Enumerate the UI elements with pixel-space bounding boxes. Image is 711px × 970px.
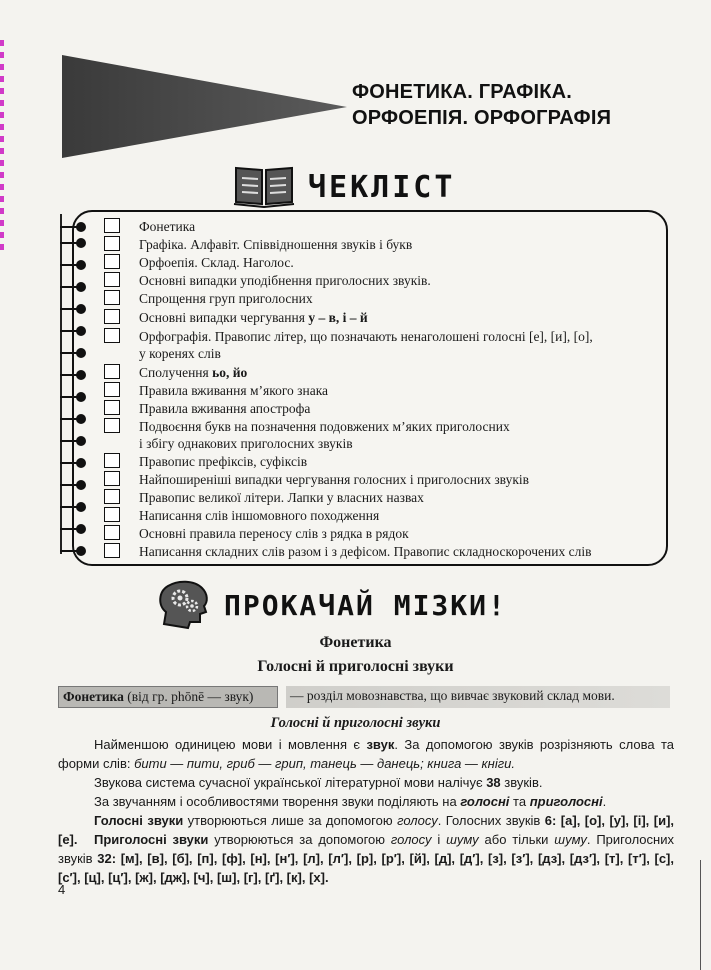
binder-ring — [56, 434, 94, 448]
binder-ring-hole — [76, 222, 86, 232]
checklist-item-text — [139, 418, 644, 452]
checkbox[interactable] — [104, 309, 120, 324]
paragraph-1 — [58, 735, 674, 773]
paragraph-5 — [58, 830, 674, 887]
text-italic: бити — пити, гриб — грип, танець — данець; книга — кніги. — [134, 756, 515, 771]
definition-text: — розділ мовознавства, що вивчає звуковий склад мови. — [286, 686, 670, 708]
definition-term: Фонетика — [63, 689, 124, 704]
checklist-item-bold: ьо, йо — [212, 365, 248, 380]
text-bold: Голосні звуки — [94, 813, 184, 828]
checkbox[interactable] — [104, 400, 120, 415]
text-bold: звук — [366, 737, 395, 752]
checkbox[interactable] — [104, 543, 120, 558]
checklist-item-label: Сполучення — [139, 365, 213, 380]
paragraph-2 — [58, 773, 674, 792]
checkbox[interactable] — [104, 507, 120, 522]
checklist-item-text — [139, 364, 644, 381]
checklist-item-label-line2: у коренях слів — [139, 346, 221, 361]
binder-ring — [56, 390, 94, 404]
text-bold: 6 — [544, 813, 553, 828]
checklist-item-label: Фонетика — [139, 219, 196, 234]
section-subtitle: Голосні й приголосні звуки — [257, 658, 454, 675]
text-span: . За допомогою звуків розрізняють слова та форми слів: — [58, 737, 675, 771]
section-title: Фонетика — [319, 634, 392, 651]
header-triangle — [62, 55, 347, 158]
checkbox[interactable] — [104, 254, 120, 269]
checklist-item-label: Правила вживання м’якого знака — [139, 383, 329, 398]
binder-ring-hole — [76, 524, 86, 534]
checklist-item-text — [139, 309, 644, 326]
binder-ring-hole — [76, 392, 86, 402]
text-span: і — [431, 832, 447, 847]
body-subhead: Голосні й приголосні звуки — [270, 715, 441, 731]
checklist-item-label: Графіка. Алфавіт. Співвідношення звуків і букв — [139, 237, 413, 252]
text-bold-italic: приголосні — [529, 794, 603, 809]
book-icon — [232, 160, 296, 208]
binder-ring — [56, 324, 94, 338]
text-span: За звучанням і особливостями творення звуки поділяють на — [94, 794, 461, 809]
brain-gears-icon — [154, 578, 212, 630]
checklist-heading: ЧЕКЛІСТ — [308, 170, 456, 205]
binder-ring-hole — [76, 458, 86, 468]
binder-ring — [56, 220, 94, 234]
brain-heading: ПРОКАЧАЙ МІЗКИ! — [224, 589, 507, 622]
text-span: . Голосних звуків — [437, 813, 545, 828]
checkbox[interactable] — [104, 453, 120, 468]
definition-term-box — [58, 686, 278, 708]
text-bold: : [м], [в], [б], [п], [ф], [н], [н′], [л], [л′], [р], [р′], [й], [д], [д′], [з], [з′], [дз], [дз′], [т], [т′], [с], [с′], [ц], [ц′], [ж], [дж], [ч], [ш], [г], [ґ], [к], [х]. — [58, 851, 674, 885]
title-line-1: ФОНЕТИКА. ГРАФІКА. — [352, 81, 573, 103]
text-span: або тільки — [478, 832, 555, 847]
text-italic: голосу — [397, 813, 438, 828]
checklist-item-bold: у – в, і – й — [308, 310, 368, 325]
binder-ring — [56, 302, 94, 316]
checklist-item-label: Основні випадки уподібнення приголосних звуків. — [139, 273, 431, 288]
paragraph-3 — [58, 792, 674, 811]
checklist-item-label: Спрощення груп приголосних — [139, 291, 313, 306]
text-span: Звукова система сучасної української літературної мови налічує — [94, 775, 487, 790]
checklist-item-label: Написання складних слів разом і з дефісом. Правопис складноскорочених слів — [139, 544, 592, 559]
checklist-item-label: Орфоепія. Склад. Наголос. — [139, 255, 294, 270]
binder-ring — [56, 258, 94, 272]
text-italic: шуму — [554, 832, 587, 847]
binder-ring — [56, 544, 94, 558]
binder-ring-hole — [76, 326, 86, 336]
checklist-item-label: Основні правила переносу слів з рядка в рядок — [139, 526, 409, 541]
checklist-item-label: Подвоєння букв на позначення подовжених м’яких приголосних — [139, 419, 510, 434]
binder-ring — [56, 236, 94, 250]
text-italic: шуму — [446, 832, 479, 847]
checkbox[interactable] — [104, 328, 120, 343]
binder-ring-hole — [76, 546, 86, 556]
checklist-item-label: Основні випадки чергування — [139, 310, 309, 325]
definition-origin: (від гр. phōnē — звук) — [127, 689, 254, 704]
text-bold: 38 — [486, 775, 501, 790]
text-span: . — [602, 794, 607, 809]
binder-ring — [56, 346, 94, 360]
text-bold: 32 — [97, 851, 112, 866]
checkbox[interactable] — [104, 525, 120, 540]
binder-ring — [56, 500, 94, 514]
page-number: 4 — [58, 882, 66, 897]
checkbox[interactable] — [104, 418, 120, 433]
binder-ring-hole — [76, 370, 86, 380]
binder-ring-hole — [76, 502, 86, 512]
checkbox[interactable] — [104, 218, 120, 233]
text-bold: : [а], [о], [у], [і], [и], [е]. — [58, 813, 675, 847]
binder-ring-hole — [76, 480, 86, 490]
margin-marks — [0, 40, 4, 250]
checkbox[interactable] — [104, 471, 120, 486]
checklist-item-label: Орфографія. Правопис літер, що позначають ненаголошені голосні [е], [и], [о], — [139, 329, 593, 344]
binder-ring-hole — [76, 282, 86, 292]
binder-ring — [56, 522, 94, 536]
checklist-item-label: Найпоширеніші випадки чергування голосних і приголосних звуків — [139, 472, 530, 487]
checklist-item-label: Правопис префіксів, суфіксів — [139, 454, 308, 469]
binder-ring — [56, 280, 94, 294]
text-span: та — [509, 794, 530, 809]
binder-ring-hole — [76, 414, 86, 424]
checklist-item-text — [139, 328, 644, 362]
text-span: Найменшою одиницею мови і мовлення є — [94, 737, 367, 752]
checkbox[interactable] — [104, 382, 120, 397]
binder-ring — [56, 412, 94, 426]
page-edge-line — [700, 860, 701, 970]
binder-ring-hole — [76, 260, 86, 270]
title-line-2: ОРФОЕПІЯ. ОРФОГРАФІЯ — [352, 107, 612, 129]
checkbox[interactable] — [104, 272, 120, 287]
checklist-item-label: Правопис великої літери. Лапки у власних назвах — [139, 490, 424, 505]
binder-rings — [56, 214, 96, 564]
text-bold-italic: голосні — [460, 794, 510, 809]
binder-ring — [56, 368, 94, 382]
binder-ring-hole — [76, 238, 86, 248]
binder-ring-hole — [76, 348, 86, 358]
text-bold: Приголосні звуки — [94, 832, 209, 847]
checkbox[interactable] — [104, 236, 120, 251]
text-span: утворюються лише за допомогою — [183, 813, 398, 828]
page-title — [352, 80, 692, 130]
checklist-item-label-line2: і збігу однакових приголосних звуків — [139, 436, 353, 451]
text-span: . Приголосних звуків — [58, 832, 674, 866]
binder-ring-hole — [76, 436, 86, 446]
checklist-item-label: Правила вживання апострофа — [139, 401, 311, 416]
checkbox[interactable] — [104, 364, 120, 379]
text-italic: голосу — [390, 832, 432, 847]
text-span: звуків. — [500, 775, 543, 790]
checkbox[interactable] — [104, 290, 120, 305]
binder-ring — [56, 478, 94, 492]
text-span: утворюються за допомогою — [208, 832, 391, 847]
checklist-item-label: Написання слів іншомовного походження — [139, 508, 380, 523]
binder-ring-hole — [76, 304, 86, 314]
binder-ring — [56, 456, 94, 470]
checkbox[interactable] — [104, 489, 120, 504]
